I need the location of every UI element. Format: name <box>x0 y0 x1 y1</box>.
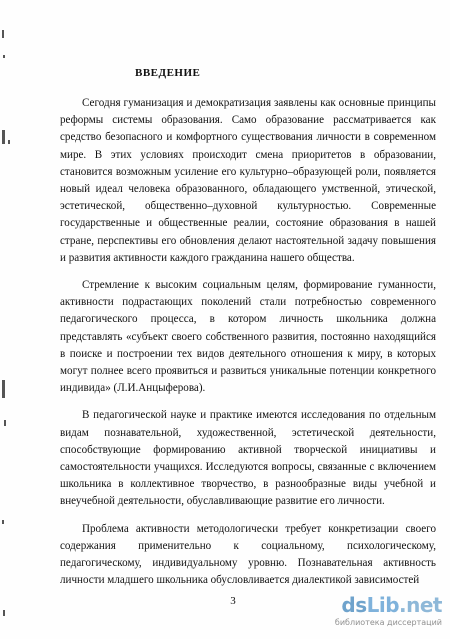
paragraph-4: Проблема активности методологически требует конкретизации своего содержания применительно к социальному, психологическому, педагогическому, индивидуальному уровню. Познавательная активность личности младшего школьника обусловливается диалектикой зависимостей <box>60 522 436 587</box>
document-heading: ВВЕДЕНИЕ <box>135 67 201 79</box>
paragraph-3: В педагогической науке и практике имеются исследования по отдельным видам познавательной, художественной, эстетической деятельности, способствующие формированию активной творческой инициативы и самостоятельности учащихся. Исследуются вопросы, связанные с включением школьника в коллективное творчество, в разнообразные виды учебной и внеучебной деятельности, обуславливающие развитие его личности. <box>60 409 436 508</box>
watermark <box>332 593 442 633</box>
paragraph-2: Стремление к высоким социальным целям, формирование гуманности, активности подрастающих поколений стали потребностью современного педагогического процесса, в котором личность школьника должна представлять «субъект своего собственного развития, постоянно находящийся в поиске и построении тех видов деятельного отношения к миру, в которых могут полнее всего проявиться и развиться уникальные потенции конкретного индивида» (Л.И.Анцыферова). <box>60 279 436 395</box>
watermark-logo: dsLib.net <box>341 593 442 617</box>
paragraph-1: Сегодня гуманизация и демократизация заявлены как основные принципы реформы системы образования. Само образование рассматривается как средство безопасного и комфортного существования личности в современном мире. В этих условиях происходит смена приоритетов в образовании, становится возможным усиление его культурно–образующей роли, появляется новый идеал человека образованного, обладающего умственной, этической, эстетической, общественно–духовной культурностью. Современные государственные и общественные реалии, состояние образования в нашей стране, перспективы его обновления делают настоятельной задачу повышения и развития активности каждого гражданина нашего общества. <box>60 97 436 264</box>
watermark-subtitle: библиотека диссертаций <box>334 618 442 627</box>
document-body <box>60 95 436 599</box>
page-number: 3 <box>230 595 236 607</box>
scan-edge-marks <box>0 0 14 639</box>
